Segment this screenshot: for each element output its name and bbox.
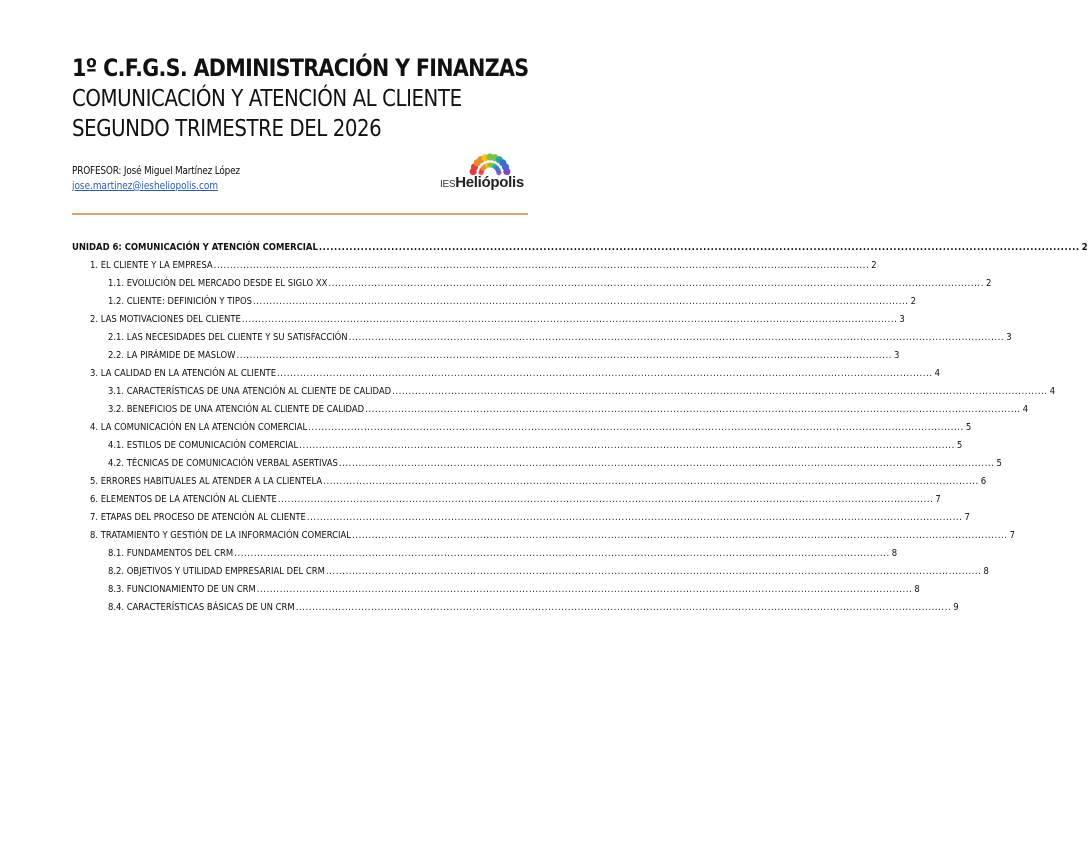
toc-leader-dots: ........................................................................................................................................................................................................: [318, 242, 1080, 253]
toc-page-number: 5: [996, 458, 1002, 469]
toc-page-number: 2: [1081, 242, 1088, 253]
toc-entry-label: 5. ERRORES HABITUALES AL ATENDER A LA CLIENTELA: [90, 476, 323, 487]
toc-entry[interactable]: [72, 380, 1056, 398]
toc-leader-dots: ........................................................................................................................................................................................................: [236, 350, 893, 361]
toc-entry[interactable]: [72, 272, 992, 290]
toc-entry-label: 8.3. FUNCIONAMIENTO DE UN CRM: [108, 584, 256, 595]
toc-entry[interactable]: [72, 254, 877, 272]
toc-page-number: 4: [1049, 386, 1056, 397]
logo-prefix: IES: [440, 179, 456, 190]
toc-entry[interactable]: [72, 416, 972, 434]
toc-entry-label: 4. LA COMUNICACIÓN EN LA ATENCIÓN COMERCIAL: [90, 422, 308, 433]
document-header: [72, 52, 532, 144]
toc-entry[interactable]: [72, 344, 900, 362]
toc-entry[interactable]: [72, 308, 905, 326]
toc-entry[interactable]: [72, 578, 920, 596]
toc-leader-dots: ........................................................................................................................................................................................................: [306, 512, 963, 523]
toc-page-number: 4: [1022, 404, 1029, 415]
toc-entry[interactable]: [72, 470, 987, 488]
toc-entry-label: 8. TRATAMIENTO Y GESTIÓN DE LA INFORMACIÓN COMERCIAL: [90, 530, 352, 541]
toc-entry-label: 3.2. BENEFICIOS DE UNA ATENCIÓN AL CLIENTE DE CALIDAD: [108, 404, 365, 415]
toc-entry-label: 4.1. ESTILOS DE COMUNICACIÓN COMERCIAL: [108, 440, 299, 451]
toc-leader-dots: ........................................................................................................................................................................................................: [252, 296, 909, 307]
toc-page-number: 6: [980, 476, 987, 487]
toc-entry[interactable]: [72, 506, 970, 524]
toc-entry-label: 1.2. CLIENTE: DEFINICIÓN Y TIPOS: [108, 296, 252, 307]
toc-page-number: 2: [986, 278, 992, 289]
toc-leader-dots: ........................................................................................................................................................................................................: [277, 494, 934, 505]
toc-page-number: 2: [871, 260, 877, 271]
toc-page-number: 5: [956, 440, 963, 451]
module-title: COMUNICACIÓN Y ATENCIÓN AL CLIENTE: [72, 86, 462, 112]
toc-page-number: 9: [953, 602, 959, 613]
toc-entry[interactable]: [72, 434, 963, 452]
toc-page-number: 8: [983, 566, 989, 577]
toc-leader-dots: ........................................................................................................................................................................................................: [348, 332, 1005, 343]
professor-name: PROFESOR: José Miguel Martínez López: [72, 164, 240, 177]
table-of-contents: [72, 236, 1088, 614]
toc-entry[interactable]: [72, 290, 916, 308]
toc-entry-label: 4.2. TÉCNICAS DE COMUNICACIÓN VERBAL ASERTIVAS: [108, 458, 338, 469]
course-title: 1º C.F.G.S. ADMINISTRACIÓN Y FINANZAS: [72, 54, 529, 82]
toc-entry[interactable]: [72, 326, 1012, 344]
toc-entry-label: 3. LA CALIDAD EN LA ATENCIÓN AL CLIENTE: [90, 368, 277, 379]
toc-entry[interactable]: [72, 560, 989, 578]
toc-entry-label: 7. ETAPAS DEL PROCESO DE ATENCIÓN AL CLIENTE: [90, 512, 306, 523]
toc-leader-dots: ........................................................................................................................................................................................................: [338, 458, 995, 469]
toc-page-number: 3: [1006, 332, 1012, 343]
toc-leader-dots: ........................................................................................................................................................................................................: [299, 440, 955, 451]
toc-entry-label: 8.1. FUNDAMENTOS DEL CRM: [108, 548, 234, 559]
toc-page-number: 4: [934, 368, 940, 379]
toc-entry-label: 8.2. OBJETIVOS Y UTILIDAD EMPRESARIAL DEL CRM: [108, 566, 325, 577]
term-title: SEGUNDO TRIMESTRE DEL 2026: [72, 116, 382, 142]
toc-page-number: 3: [894, 350, 900, 361]
toc-entry[interactable]: [72, 596, 959, 614]
toc-entry-label: 2.1. LAS NECESIDADES DEL CLIENTE Y SU SATISFACCIÓN: [108, 332, 348, 343]
toc-leader-dots: ........................................................................................................................................................................................................: [308, 422, 964, 433]
toc-page-number: 8: [891, 548, 898, 559]
toc-leader-dots: ........................................................................................................................................................................................................: [365, 404, 1021, 415]
toc-leader-dots: ........................................................................................................................................................................................................: [234, 548, 890, 559]
toc-leader-dots: ........................................................................................................................................................................................................: [352, 530, 1008, 541]
toc-entry-label: 1.1. EVOLUCIÓN DEL MERCADO DESDE EL SIGLO XX: [108, 278, 328, 289]
toc-entry-label: 1. EL CLIENTE Y LA EMPRESA: [90, 260, 213, 271]
toc-leader-dots: ........................................................................................................................................................................................................: [392, 386, 1048, 397]
toc-entry-label: 3.1. CARACTERÍSTICAS DE UNA ATENCIÓN AL CLIENTE DE CALIDAD: [108, 386, 392, 397]
toc-entry[interactable]: [72, 542, 898, 560]
toc-entry[interactable]: [72, 524, 1015, 542]
professor-email-link[interactable]: jose.martinez@iesheliopolis.com: [72, 179, 219, 192]
header-divider: [72, 213, 528, 215]
toc-page-number: 2: [910, 296, 916, 307]
toc-entry[interactable]: [72, 452, 1002, 470]
toc-leader-dots: ........................................................................................................................................................................................................: [277, 368, 933, 379]
toc-leader-dots: ........................................................................................................................................................................................................: [328, 278, 984, 289]
toc-page-number: 3: [899, 314, 905, 325]
toc-leader-dots: ........................................................................................................................................................................................................: [256, 584, 913, 595]
toc-entry-label: 2. LAS MOTIVACIONES DEL CLIENTE: [90, 314, 241, 325]
toc-entry-label: UNIDAD 6: COMUNICACIÓN Y ATENCIÓN COMERCIAL: [72, 242, 318, 253]
toc-page-number: 7: [935, 494, 941, 505]
logo-name: Heliópolis: [455, 174, 524, 191]
toc-page-number: 8: [914, 584, 920, 595]
toc-page-number: 7: [1009, 530, 1015, 541]
toc-entry-label: 8.4. CARACTERÍSTICAS BÁSICAS DE UN CRM: [108, 602, 295, 613]
toc-entry[interactable]: [72, 236, 1088, 254]
toc-page-number: 7: [964, 512, 970, 523]
toc-page-number: 5: [965, 422, 972, 433]
school-logo-text: [440, 174, 524, 191]
toc-leader-dots: ........................................................................................................................................................................................................: [325, 566, 982, 577]
toc-leader-dots: ........................................................................................................................................................................................................: [213, 260, 870, 271]
toc-leader-dots: ........................................................................................................................................................................................................: [295, 602, 952, 613]
toc-leader-dots: ........................................................................................................................................................................................................: [241, 314, 898, 325]
toc-entry-label: 6. ELEMENTOS DE LA ATENCIÓN AL CLIENTE: [90, 494, 277, 505]
toc-entry[interactable]: [72, 488, 941, 506]
toc-leader-dots: ........................................................................................................................................................................................................: [323, 476, 979, 487]
toc-entry[interactable]: [72, 398, 1029, 416]
toc-entry[interactable]: [72, 362, 940, 380]
toc-entry-label: 2.2. LA PIRÁMIDE DE MASLOW: [108, 350, 236, 361]
